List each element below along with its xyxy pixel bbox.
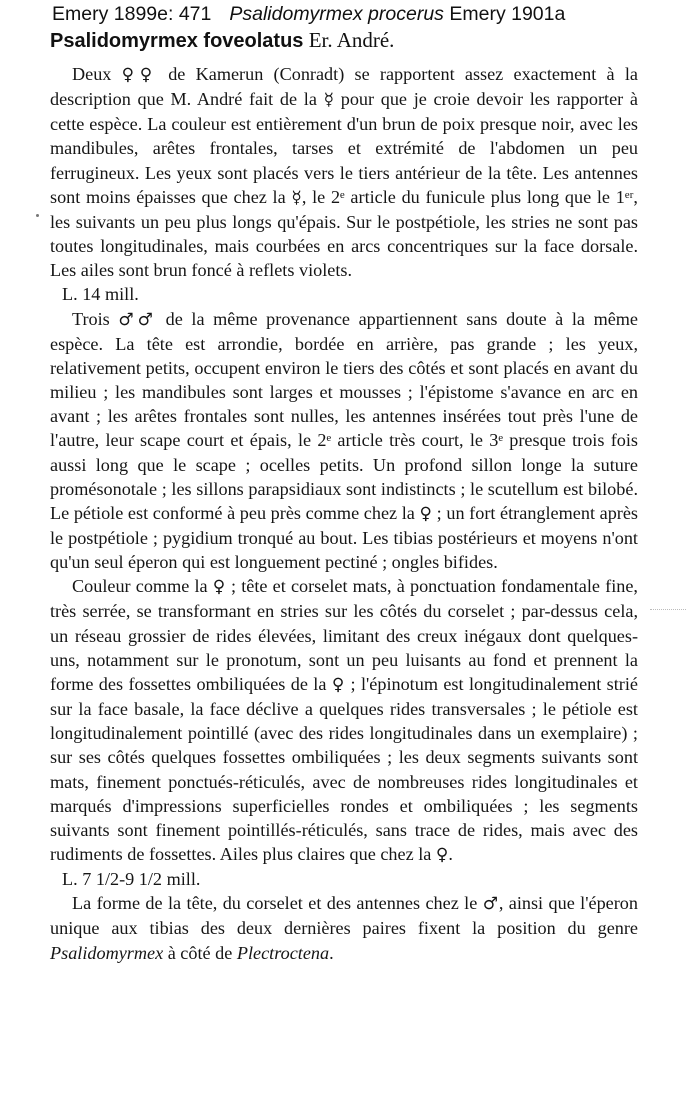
citation: Emery 1899e: 471 — [52, 3, 212, 25]
measurement-line — [50, 282, 638, 306]
citation-header — [52, 3, 565, 26]
sex-symbol: ♀ — [212, 577, 226, 598]
paragraph — [50, 574, 638, 867]
text-run: Couleur comme la — [72, 576, 213, 597]
sex-symbol: ♀ — [331, 674, 346, 695]
species-author: Er. André. — [308, 28, 395, 52]
sex-symbol: ♀ — [419, 503, 433, 524]
text-run: à côté de — [163, 942, 237, 963]
sex-symbol: ♀ — [435, 845, 449, 865]
text-run: Trois — [72, 308, 119, 329]
species-heading — [50, 28, 394, 53]
taxon-italic: Plectroctena — [236, 942, 330, 963]
text-run: , ainsi que l'éperon unique aux tibias des deux dernières paires fixent la position du genre — [50, 893, 638, 939]
text-run: ; l'épinotum est longitudinalement strié sur la face basale, la face déclive a quelques rides transversales ; le pétiole est longitudinalement pointillé (avec des rides longitudinales dans un exemplaire) ; sur ses côtés quelques fossettes ombiliquées ; les deux segments suivants sont mats, finement ponctués-réticulés, avec de nombreuses rides longitudinales et marqués d'impressions superficielles rondes et ombiliquées ; les segments suivants sont finement pointillés-réticulés, sans trace de rides, mais avec des rudiments de fossettes. Ailes plus claires que chez la — [50, 673, 638, 864]
text-run: ; un fort étranglement après le postpétiole ; pygidium tronqué au bout. Les tibias postérieurs et moyens n'ont qu'un seul éperon qui est longuement pectiné ; ongles bifides. — [50, 502, 638, 573]
text-run: de la même provenance appartiennent sans doute à la même espèce. La tête est arrondie, bordée en arrière, pas grande ; les yeux, relativement petits, occupent environ le tiers des côtés et sont placés en avant du milieu ; les mandibules sont larges et mousses ; l'épistome s'avance en arc en avant ; les arêtes frontales sont nulles, les antennes insérées tout près l'une de l'autre, leur scape court et épais, le 2ᵉ article très court, le 3ᵉ presque trois fois aussi long que le scape ; ocelles petits. Un profond sillon longe la suture promésonotale ; les sillons parapsidiaux sont indistincts ; le scutellum est bilobé. Le pétiole est conformé à peu près comme chez la — [50, 308, 639, 523]
text-run: La forme de la tête, du corselet et des antennes chez le — [72, 893, 483, 914]
paragraph — [50, 891, 638, 964]
species-name: Psalidomyrmex foveolatus — [50, 30, 304, 52]
taxon-author: Emery 1901a — [449, 3, 566, 25]
sex-symbol: ♂♂ — [118, 309, 157, 330]
text-run: L. 14 mill. — [62, 284, 139, 305]
text-run: L. 7 1/2-9 1/2 mill. — [62, 869, 201, 890]
paragraph — [50, 62, 638, 282]
text-run: de Kamerun (Conradt) se rapportent assez exactement à la description que M. André fait de la — [50, 64, 639, 110]
sex-symbol: ☿ — [323, 90, 335, 111]
taxon-italic: Psalidomyrmex — [50, 942, 164, 963]
measurement-line — [50, 867, 638, 891]
sex-symbol: ♂ — [482, 894, 499, 915]
text-run: Deux — [72, 64, 122, 84]
text-run: ; tête et corselet mats, à ponctuation fondamentale fine, très serrée, se transformant en stries sur les côtés du corselet ; par-dessus cela, un réseau grossier de rides élevées, limitant des creux inégaux dont quelques-uns, notamment sur le pronotum, sont un peu luisants au fond et prennent la forme des fossettes ombiliquées de la — [50, 576, 638, 694]
description-body — [50, 62, 638, 965]
paragraph — [50, 307, 638, 575]
text-run: , le 2ᵉ article du funicule plus long que le 1ᵉʳ, les suivants un peu plus longs qu'épais. Sur le postpétiole, les stries ne sont pas toutes longitudinales, mais courbées en arcs concentriques sur la face dorsale. Les ailes sont brun foncé à reflets violets. — [50, 186, 638, 281]
sex-symbol: ♀♀ — [121, 65, 158, 85]
text-run: . — [448, 844, 453, 864]
scan-speck — [36, 214, 39, 217]
text-run: . — [329, 942, 334, 963]
scan-dotted-mark — [650, 609, 686, 610]
taxon-name: Psalidomyrmex procerus — [229, 3, 444, 25]
sex-symbol: ☿ — [291, 187, 302, 208]
text-run: pour que je croie devoir les rapporter à cette espèce. La couleur est entièrement d'un brun de poix presque noir, avec les mandibules, arêtes frontales, tarses et extrémité de l'abdomen un peu ferrugineux. Les yeux sont placés vers le tiers antérieur de la tête. Les antennes sont moins épaisses que chez la — [50, 89, 638, 207]
